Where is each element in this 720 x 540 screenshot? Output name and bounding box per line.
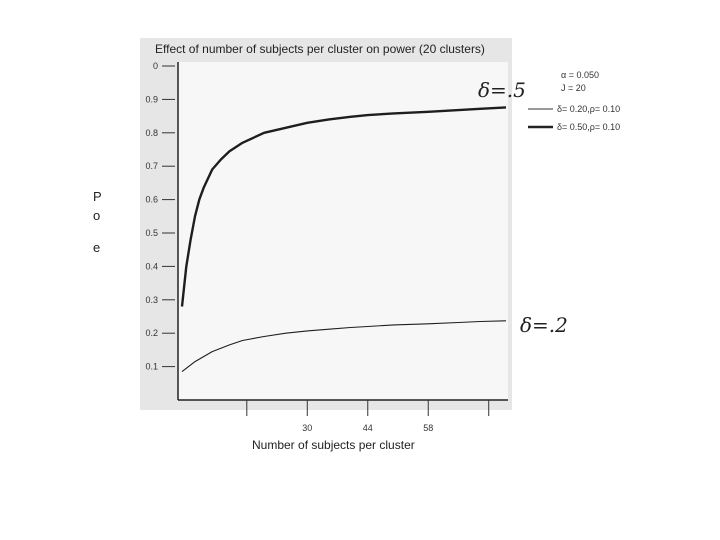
y-tick-label: 0.6: [145, 194, 158, 205]
x-tick-label: 44: [362, 423, 373, 433]
x-axis-label: Number of subjects per cluster: [252, 438, 415, 452]
annotation-delta-05: δ=.5: [478, 78, 526, 102]
legend-label-series-1: δ= 0.20,ρ= 0.10: [557, 104, 621, 114]
plot-area: [178, 62, 508, 400]
y-tick-label: 0.2: [145, 328, 158, 339]
y-tick-label: 0.9: [145, 94, 158, 105]
y-axis-label-letter: o: [93, 208, 101, 223]
y-tick-label: 0.1: [145, 361, 158, 372]
annotation-delta-02: δ=.2: [520, 313, 568, 337]
y-tick-label: 0.4: [145, 261, 158, 272]
param-j: J = 20: [561, 83, 586, 93]
legend-label-series-2: δ= 0.50,ρ= 0.10: [557, 122, 621, 132]
x-tick-label: 58: [423, 423, 434, 433]
param-alpha: α = 0.050: [561, 70, 599, 80]
chart-title: Effect of number of subjects per cluster on power (20 clusters): [155, 42, 485, 56]
y-axis-label-letter: e: [93, 240, 101, 255]
y-tick-label: 0.7: [145, 161, 158, 172]
y-tick-label: 0.5: [145, 228, 158, 238]
x-tick-label: 30: [302, 423, 313, 433]
y-tick-label: 0.8: [145, 127, 158, 138]
y-tick-label: 0.3: [145, 294, 158, 305]
y-tick-label: 0: [152, 61, 158, 71]
y-axis-label-letter: P: [93, 189, 102, 204]
